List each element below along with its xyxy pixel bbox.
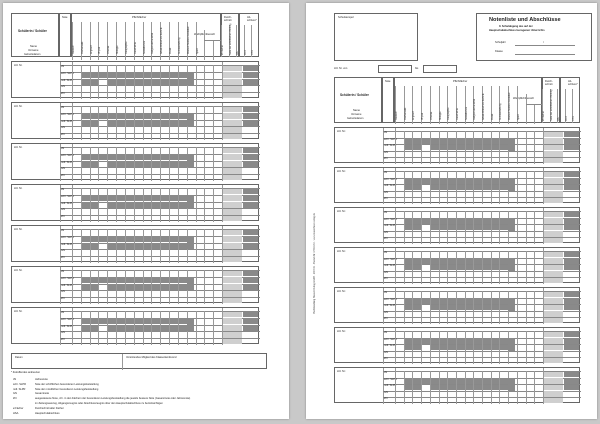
legend-text: Gesamtnote bbox=[35, 392, 50, 396]
vorname-label-right: Vorname bbox=[351, 113, 362, 116]
row-label: JN bbox=[61, 106, 65, 109]
row-label: GN bbox=[384, 150, 388, 154]
schulstempel-label: Schulstempel bbox=[338, 16, 354, 19]
row-label: GN bbox=[61, 126, 65, 130]
left-student-block bbox=[11, 225, 259, 262]
right-subject-col-label: Werken/Textiles Gestalten bbox=[508, 92, 512, 120]
row-label: ZN bbox=[384, 237, 388, 241]
publisher-note: Buchhandlung Hasselt Verlag GmbH · 2007/01 · Bestell-Nr. 9.5010/10 · www.muenchner-verlag.de bbox=[314, 213, 316, 314]
legend-key: GN bbox=[13, 392, 17, 396]
row-label: mdl. SLPR bbox=[61, 119, 74, 123]
left-subject-col-label: Geschichte bbox=[133, 42, 137, 54]
doc-subtitle-2: Hauptschulabschluss bezogenen Unterrichts bbox=[489, 29, 545, 32]
row-label: GN bbox=[384, 310, 388, 314]
row-label: mdl. SLPR bbox=[61, 324, 74, 328]
lfd-label: Lfd. Nr.: bbox=[337, 130, 347, 133]
left-student-block bbox=[11, 102, 259, 139]
left-side-col-label: FHR bbox=[251, 50, 255, 55]
row-label: ZN bbox=[61, 338, 65, 342]
left-subject-col-label: Musik bbox=[169, 47, 173, 54]
lfd-label: Lfd. Nr. bbox=[14, 228, 23, 231]
legend-text: Jahresnote bbox=[35, 378, 48, 381]
row-label: GN bbox=[384, 390, 388, 394]
row-label: JN bbox=[384, 371, 388, 374]
right-student-block bbox=[334, 207, 580, 243]
schuljahr-label: Schuljahr bbox=[495, 41, 506, 44]
left-subject-col-label: Religionslehre/Ethik bbox=[151, 32, 155, 54]
schuljahr-value: / bbox=[543, 41, 544, 44]
left-subject-col-label: Biologie bbox=[116, 45, 120, 54]
row-label: GN bbox=[61, 167, 65, 171]
row-label: schr. SLPR bbox=[61, 276, 74, 280]
lfd-von-field[interactable] bbox=[378, 65, 412, 73]
lfd-label: Lfd. Nr.: bbox=[337, 330, 347, 333]
right-subject-col-label: Sport bbox=[516, 114, 520, 120]
doc-subtitle-1: II. Schulabgang des auf der bbox=[499, 25, 533, 28]
left-subject-col-label: Chemie bbox=[107, 45, 111, 54]
left-student-block bbox=[11, 307, 259, 344]
legend-key: HSA bbox=[13, 411, 19, 415]
row-label: mdl. SLPR bbox=[384, 344, 397, 348]
right-student-block bbox=[334, 127, 580, 163]
right-student-block bbox=[334, 367, 580, 403]
row-label: GN bbox=[61, 331, 65, 335]
name-label-right: Name bbox=[353, 109, 360, 112]
lfd-label: Lfd. Nr. bbox=[14, 187, 23, 190]
left-student-block bbox=[11, 61, 259, 98]
row-label: JN bbox=[61, 229, 65, 232]
legend-key: ø Fächer bbox=[13, 406, 24, 410]
left-student-block bbox=[11, 143, 259, 180]
right-subject-col-label: Kunsterziehung bbox=[499, 103, 503, 120]
row-label: mdl. SLPR bbox=[61, 242, 74, 246]
legend-key: schr. SLPR bbox=[13, 382, 26, 386]
right-side-col-label: FHR bbox=[572, 116, 576, 121]
legend-text: Hauptschulabschluss bbox=[35, 411, 60, 415]
lfd-label: Lfd. Nr.: bbox=[337, 370, 347, 373]
right-subject-col-label: Religionslehre/Ethik bbox=[473, 98, 477, 120]
left-subject-col-label: Kunsterziehung bbox=[177, 37, 181, 54]
note-label: Note bbox=[62, 16, 68, 19]
row-label: GN bbox=[384, 230, 388, 234]
right-side-col-label: M10 bbox=[564, 116, 568, 121]
pflicht-title: Pflichtfächer bbox=[132, 16, 147, 19]
row-label: schr. SLPR bbox=[61, 112, 74, 116]
right-student-block bbox=[334, 167, 580, 203]
right-student-block bbox=[334, 327, 580, 363]
legend-key: ZN bbox=[13, 397, 17, 401]
row-label: schr. SLPR bbox=[384, 337, 397, 341]
row-label: schr. SLPR bbox=[384, 257, 397, 261]
right-subject-col-label: Sozialkunde bbox=[464, 106, 468, 120]
row-label: mdl. SLPR bbox=[384, 144, 397, 148]
legend-text: ausgewiesene Note, d.h. in den Fächern der besonderen Leistungsfeststellung die jeweils bessere Note (Gesamtnote oder Jahresnote) bbox=[35, 397, 191, 401]
lfd-label: Lfd. Nr. bbox=[14, 64, 23, 67]
lfd-label: Lfd. Nr.: bbox=[337, 210, 347, 213]
left-student-block bbox=[11, 266, 259, 303]
right-side-col-label: Ø Fächer bbox=[542, 111, 545, 121]
durchschnitt-label: Durch-schnitt bbox=[224, 16, 232, 22]
right-subject-col-label: Deutsch bbox=[395, 111, 398, 120]
lfd-label: Lfd. Nr. bbox=[14, 310, 23, 313]
left-side-col-label: M10 bbox=[243, 50, 247, 55]
geburtsdatum-label-right: Geburtsdatum bbox=[347, 117, 364, 120]
right-subject-col-label: Musik bbox=[490, 113, 494, 120]
row-label: GN bbox=[61, 85, 65, 89]
doc-title: Notenliste und Abschlüsse bbox=[489, 17, 561, 23]
footnote: * Zutreffendes ankreuzen bbox=[11, 371, 41, 374]
vorname-label: Vorname bbox=[28, 49, 39, 52]
row-label: ZN bbox=[384, 397, 388, 401]
row-label: JN bbox=[61, 147, 65, 150]
right-subject-col-label: Biologie bbox=[438, 111, 442, 120]
left-side-col-label: Ø Fächer bbox=[221, 45, 224, 55]
row-label: ZN bbox=[384, 197, 388, 201]
lfd-label: Lfd. Nr.: bbox=[337, 290, 347, 293]
legend-key: JN bbox=[13, 378, 17, 381]
vorsitz-label: Vorsitzendes Mitglied des Klassenkonferenz bbox=[126, 356, 177, 359]
left-subject-col-label: Sozialkunde bbox=[142, 40, 146, 54]
right-subject-col-label: Arbeit-Wirtschaft-Technik bbox=[482, 93, 486, 120]
title-box bbox=[476, 13, 592, 61]
row-label: schr. SLPR bbox=[61, 317, 74, 321]
row-label: JN bbox=[384, 131, 388, 134]
abschluss-header bbox=[236, 13, 259, 57]
legend-key: mdl. SLPR bbox=[13, 387, 26, 391]
row-label: JN bbox=[384, 211, 388, 214]
right-subject-col-label: Physik bbox=[421, 112, 425, 120]
lfd-label: Lfd. Nr. bbox=[14, 105, 23, 108]
row-label: JN bbox=[384, 251, 388, 254]
row-label: ZN bbox=[384, 157, 388, 161]
left-student-block bbox=[11, 184, 259, 221]
left-subject-col-label: Sport bbox=[195, 48, 199, 54]
right-page bbox=[306, 3, 597, 419]
row-label: schr. SLPR bbox=[384, 137, 397, 141]
abschluss-header-right bbox=[557, 77, 580, 123]
row-label: JN bbox=[384, 171, 388, 174]
left-side-col-label: Note der schriftlichen Prüfung bbox=[228, 23, 232, 55]
right-student-block bbox=[334, 247, 580, 283]
row-label: ZN bbox=[61, 92, 65, 96]
left-side-col-label: QA bbox=[236, 51, 240, 55]
row-label: ZN bbox=[61, 256, 65, 260]
row-label: schr. SLPR bbox=[61, 194, 74, 198]
lfd-label: Lfd. Nr. bbox=[14, 146, 23, 149]
note-header bbox=[59, 13, 71, 57]
row-label: ZN bbox=[61, 297, 65, 301]
row-label: mdl. SLPR bbox=[384, 264, 397, 268]
schulstempel-box bbox=[334, 13, 418, 61]
name-block-header-right bbox=[334, 77, 382, 123]
abschluss-label-right: Ab-schluss* bbox=[568, 80, 578, 86]
wahlpflicht-title-right: Wahlpflichtbereich bbox=[513, 97, 535, 100]
subjects-header bbox=[71, 13, 221, 57]
left-subject-col-label: Arbeit-Wirtschaft-Technik bbox=[160, 27, 164, 54]
row-label: schr. SLPR bbox=[384, 177, 397, 181]
row-label: GN bbox=[61, 208, 65, 212]
signature-box bbox=[11, 353, 267, 369]
row-label: JN bbox=[61, 311, 65, 314]
klasse-label: Klasse bbox=[495, 50, 503, 53]
row-label: JN bbox=[61, 270, 65, 273]
row-label: GN bbox=[384, 270, 388, 274]
bis-label: bis bbox=[415, 67, 419, 70]
right-subject-col-label: Geographie bbox=[447, 107, 451, 120]
row-label: JN bbox=[384, 331, 388, 334]
lfd-label: Lfd. Nr. bbox=[14, 269, 23, 272]
legend-text: Durchschnitt aller Fächer bbox=[35, 406, 64, 410]
row-label: GN bbox=[61, 249, 65, 253]
right-subject-col-label: Englisch bbox=[412, 110, 416, 120]
lfd-label: Lfd. Nr.: bbox=[337, 170, 347, 173]
durchschnitt-label-right: Durch-schnitt bbox=[545, 80, 553, 86]
row-label: JN bbox=[384, 291, 388, 294]
left-subject-col-label: Mathematik bbox=[80, 41, 84, 54]
note-header-right bbox=[382, 77, 394, 123]
row-label: schr. SLPR bbox=[384, 217, 397, 221]
name-label: Name bbox=[30, 45, 37, 48]
row-label: GN bbox=[384, 350, 388, 354]
name-block-title-right: Schülerin / Schüler bbox=[340, 93, 369, 97]
left-subject-col-label: Physik bbox=[98, 46, 102, 54]
row-label: mdl. SLPR bbox=[384, 384, 397, 388]
row-label: ZN bbox=[61, 215, 65, 219]
row-label: GN bbox=[384, 190, 388, 194]
row-label: ZN bbox=[61, 133, 65, 137]
left-subject-col-label: Deutsch bbox=[72, 45, 75, 54]
row-label: mdl. SLPR bbox=[61, 160, 74, 164]
row-label: mdl. SLPR bbox=[384, 304, 397, 308]
left-subject-col-label: Werken/Textiles Gestalten bbox=[186, 26, 190, 54]
row-label: JN bbox=[61, 65, 65, 68]
row-label: GN bbox=[61, 290, 65, 294]
row-label: schr. SLPR bbox=[61, 235, 74, 239]
lfd-label: Lfd. Nr.: bbox=[337, 250, 347, 253]
left-page bbox=[3, 3, 289, 419]
right-subject-col-label: Chemie bbox=[429, 111, 433, 120]
row-label: ZN bbox=[384, 357, 388, 361]
legend-text: Note der schriftlichen besonderen Leistungsfeststellung bbox=[35, 382, 99, 386]
right-subject-col-label: Geschichte bbox=[455, 108, 459, 120]
row-label: mdl. SLPR bbox=[384, 184, 397, 188]
row-label: ZN bbox=[61, 174, 65, 178]
geburtsdatum-label: Geburtsdatum bbox=[24, 53, 41, 56]
datum-label: Datum bbox=[15, 356, 23, 359]
wahlpflicht-title: Wahlpflichtbereich bbox=[194, 33, 216, 36]
pflicht-title-right: Pflichtfächer bbox=[453, 80, 468, 83]
lfd-bis-field[interactable] bbox=[423, 65, 457, 73]
subjects-header-right bbox=[394, 77, 542, 123]
row-label: mdl. SLPR bbox=[61, 283, 74, 287]
note-label-right: Note bbox=[385, 80, 391, 83]
legend-text: Note der mündlichen besonderen Leistungsfeststellung bbox=[35, 387, 99, 391]
right-side-col-label: QA bbox=[557, 117, 561, 121]
row-label: schr. SLPR bbox=[384, 297, 397, 301]
row-label: mdl. SLPR bbox=[61, 201, 74, 205]
lfd-von-label: Lfd. Nr. von bbox=[334, 67, 348, 70]
row-label: ZN bbox=[384, 317, 388, 321]
right-side-col-label: Note der schriftlichen Prüfung bbox=[549, 89, 553, 121]
left-subject-col-label: Englisch bbox=[89, 44, 93, 54]
row-label: schr. SLPR bbox=[384, 377, 397, 381]
row-label: JN bbox=[61, 188, 65, 191]
name-block-title: Schülerin / Schüler bbox=[18, 29, 47, 33]
row-label: mdl. SLPR bbox=[384, 224, 397, 228]
left-subject-col-label: Geographie bbox=[124, 41, 128, 54]
row-label: schr. SLPR bbox=[61, 153, 74, 157]
name-block-header bbox=[11, 13, 59, 57]
row-label: ZN bbox=[384, 277, 388, 281]
legend-text: im Zeitungsauszug, Abgangszeugnis oder Abschlusszeugnis über den Hauptschulabschluss zu berücksichtigen bbox=[35, 402, 163, 405]
row-label: schr. SLPR bbox=[61, 71, 74, 75]
right-subject-col-label: Mathematik bbox=[403, 107, 407, 120]
right-student-block bbox=[334, 287, 580, 323]
row-label: mdl. SLPR bbox=[61, 78, 74, 82]
abschluss-label: Ab-schluss* bbox=[247, 16, 257, 22]
